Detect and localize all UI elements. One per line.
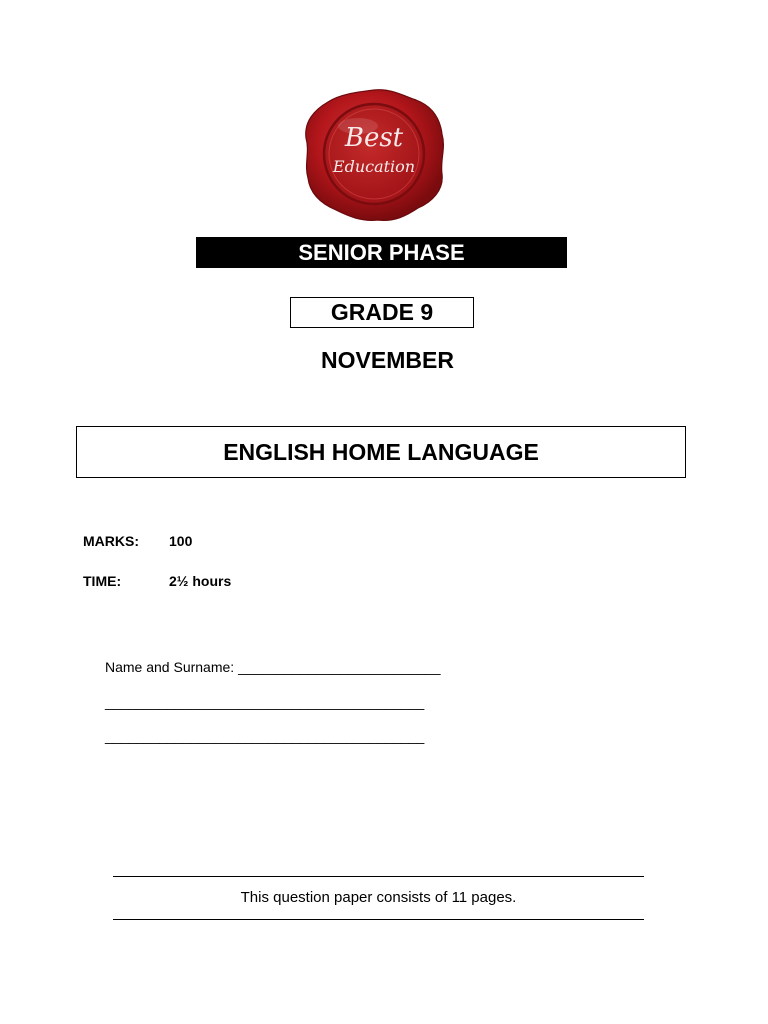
time-row <box>83 572 231 590</box>
page-count-note: This question paper consists of 11 pages. <box>240 889 517 906</box>
footer-rule-top <box>113 876 644 877</box>
name-blank-line-2[interactable]: _________________________________________ <box>105 694 425 710</box>
marks-row <box>83 532 192 550</box>
phase-banner: SENIOR PHASE <box>196 237 567 268</box>
footer-rule-bottom <box>113 919 644 920</box>
best-education-seal-logo <box>300 86 446 224</box>
name-blank-line-3[interactable]: _________________________________________ <box>105 728 425 744</box>
grade-title: GRADE 9 <box>290 297 474 328</box>
logo-text-best: Best <box>344 123 404 153</box>
exam-month: NOVEMBER <box>321 347 454 373</box>
name-surname-field[interactable]: Name and Surname: __________________________ <box>105 659 441 675</box>
marks-value: 100 <box>169 533 193 549</box>
marks-label: MARKS: <box>83 533 139 549</box>
subject-title: ENGLISH HOME LANGUAGE <box>76 426 686 478</box>
time-value: 2½ hours <box>169 573 232 589</box>
time-label: TIME: <box>83 573 122 589</box>
logo-text-education: Education <box>332 157 416 176</box>
